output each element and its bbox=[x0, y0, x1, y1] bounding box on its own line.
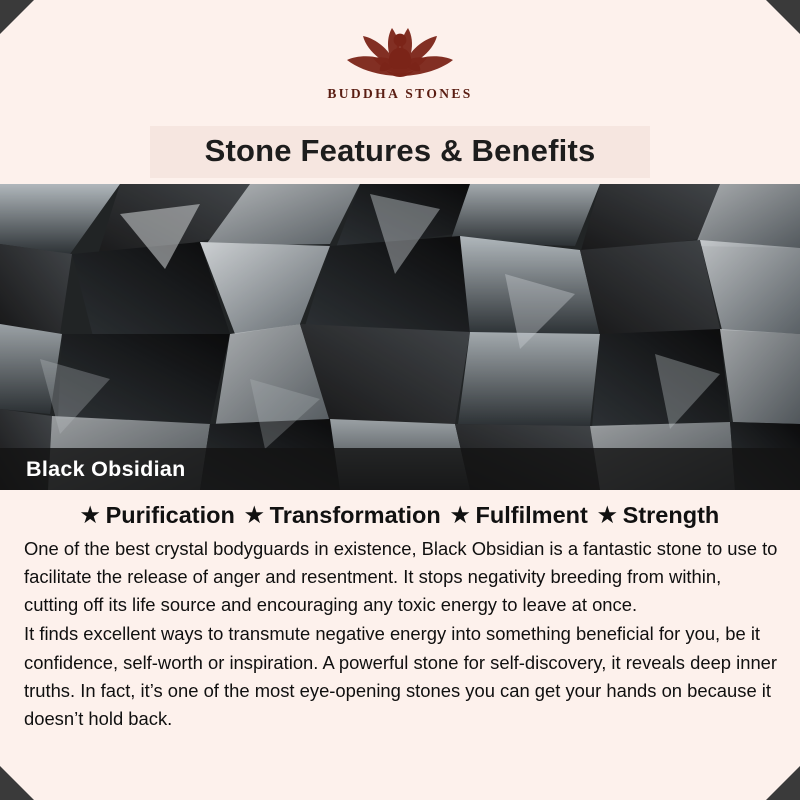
page-title: Stone Features & Benefits bbox=[204, 133, 596, 168]
black-obsidian-shards-photo bbox=[0, 184, 800, 490]
brand-header bbox=[0, 0, 800, 122]
benefit-label: Strength bbox=[622, 502, 720, 528]
lotus-meditating-figure-icon bbox=[325, 14, 475, 88]
hero-image bbox=[0, 184, 800, 490]
corner-wedge-bottom-right bbox=[766, 766, 800, 800]
title-band bbox=[150, 126, 650, 178]
benefit-item-purification bbox=[81, 502, 235, 529]
benefits-row bbox=[0, 490, 800, 531]
benefit-item-strength bbox=[588, 502, 719, 529]
star-icon: ★ bbox=[244, 504, 264, 527]
star-icon: ★ bbox=[450, 504, 470, 527]
brand-name: BUDDHA STONES bbox=[327, 86, 473, 101]
description-paragraph-1: One of the best crystal bodyguards in existence, Black Obsidian is a fantastic stone to use to facilitate the release of anger and resentment. It stops negativity breeding from within, cutting off its life source and encouraging any toxic energy to leave at once. bbox=[24, 538, 778, 616]
description-paragraph-2: It finds excellent ways to transmute negative energy into something beneficial for you, be it confidence, self-worth or inspiration. A powerful stone for self-discovery, it reveals deep inner truths. In fact, it’s one of the most eye-opening stones you can get your hands on because it doesn’t hold back. bbox=[24, 623, 778, 729]
corner-wedge-bottom-left bbox=[0, 766, 34, 800]
corner-wedge-top-right bbox=[766, 0, 800, 34]
star-icon: ★ bbox=[597, 504, 617, 527]
benefit-item-transformation bbox=[235, 502, 441, 529]
caption-bar bbox=[0, 448, 800, 490]
description-body bbox=[0, 531, 800, 733]
stone-name-caption: Black Obsidian bbox=[26, 456, 186, 481]
benefit-label: Fulfilment bbox=[475, 502, 588, 528]
star-icon: ★ bbox=[80, 504, 100, 527]
benefit-label: Transformation bbox=[269, 502, 441, 528]
benefit-item-fulfilment bbox=[441, 502, 588, 529]
corner-wedge-top-left bbox=[0, 0, 34, 34]
benefit-label: Purification bbox=[105, 502, 235, 528]
